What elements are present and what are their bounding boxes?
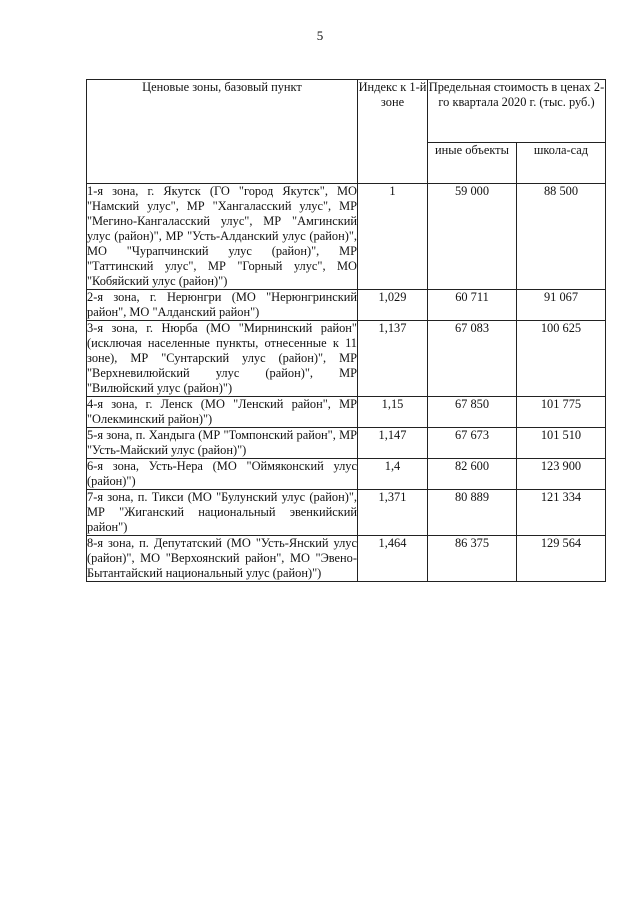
header-school: школа-сад — [517, 143, 606, 184]
page-number: 5 — [316, 28, 324, 43]
other-cost-cell: 60 711 — [428, 290, 517, 321]
school-cost-cell: 100 625 — [517, 321, 606, 397]
zone-cell: 1-я зона, г. Якутск (ГО "город Якутск", МО "Намский улус", МР "Хангаласский улус", МР "Мегино-Кангаласский улус", МР "Амгинский улус (район)", МР "Усть-Алданский улус (район)", МО "Чурапчинский улус (район)", МР "Таттинский улус", МР "Горный улус", МО "Кобяйский улус (район)") — [87, 184, 357, 288]
zone-cell: 2-я зона, г. Нерюнгри (МО "Нерюнгринский район", МО "Алданский район") — [87, 290, 357, 319]
other-cost-cell: 59 000 — [428, 184, 517, 290]
index-cell: 1,15 — [358, 397, 428, 428]
zone-cell: 4-я зона, г. Ленск (МО "Ленский район", МР "Олекминский район)") — [87, 397, 357, 426]
school-cost-cell: 101 510 — [517, 428, 606, 459]
school-cost-cell: 88 500 — [517, 184, 606, 290]
table-row — [87, 290, 606, 321]
school-cost-cell: 123 900 — [517, 459, 606, 490]
table-row — [87, 184, 606, 290]
school-cost-cell: 129 564 — [517, 536, 606, 582]
header-other-objects: иные объекты — [428, 143, 517, 184]
zone-cell: 3-я зона, г. Нюрба (МО "Мирнинский район" (исключая населенные пункты, отнесенные к 11 зоне), МР "Сунтарский улус (район)", МР "Верхневилюйский улус (район)", МР "Вилюйский улус (район)") — [87, 321, 357, 395]
header-zone: Ценовые зоны, базовый пункт — [87, 80, 358, 184]
table-row — [87, 490, 606, 536]
table-row — [87, 321, 606, 397]
zone-cell: 5-я зона, п. Хандыга (МР "Томпонский район", МР "Усть-Майский улус (район)") — [87, 428, 357, 457]
header-index: Индекс к 1-й зоне — [358, 80, 428, 184]
school-cost-cell: 121 334 — [517, 490, 606, 536]
table-row — [87, 536, 606, 582]
school-cost-cell: 101 775 — [517, 397, 606, 428]
school-cost-cell: 91 067 — [517, 290, 606, 321]
index-cell: 1,147 — [358, 428, 428, 459]
other-cost-cell: 82 600 — [428, 459, 517, 490]
header-price: Предельная стоимость в ценах 2-го квартала 2020 г. (тыс. руб.) — [428, 80, 606, 143]
index-cell: 1,4 — [358, 459, 428, 490]
table-row — [87, 397, 606, 428]
zone-cell: 8-я зона, п. Депутатский (МО "Усть-Янский улус (район)", МО "Верхоянский район", МО "Эвено-Бытантайский национальный улус (район)") — [87, 536, 357, 580]
index-cell: 1,137 — [358, 321, 428, 397]
index-cell: 1,464 — [358, 536, 428, 582]
table-header-row — [87, 80, 606, 143]
index-cell: 1,371 — [358, 490, 428, 536]
zone-cell: 6-я зона, Усть-Нера (МО "Оймяконский улус (район)") — [87, 459, 357, 488]
index-cell: 1 — [358, 184, 428, 290]
other-cost-cell: 80 889 — [428, 490, 517, 536]
price-zones-table — [86, 79, 606, 582]
other-cost-cell: 67 083 — [428, 321, 517, 397]
other-cost-cell: 67 850 — [428, 397, 517, 428]
other-cost-cell: 67 673 — [428, 428, 517, 459]
index-cell: 1,029 — [358, 290, 428, 321]
other-cost-cell: 86 375 — [428, 536, 517, 582]
zone-cell: 7-я зона, п. Тикси (МО "Булунский улус (район)", МР "Жиганский национальный эвенкийский район") — [87, 490, 357, 534]
table-row — [87, 428, 606, 459]
table-row — [87, 459, 606, 490]
